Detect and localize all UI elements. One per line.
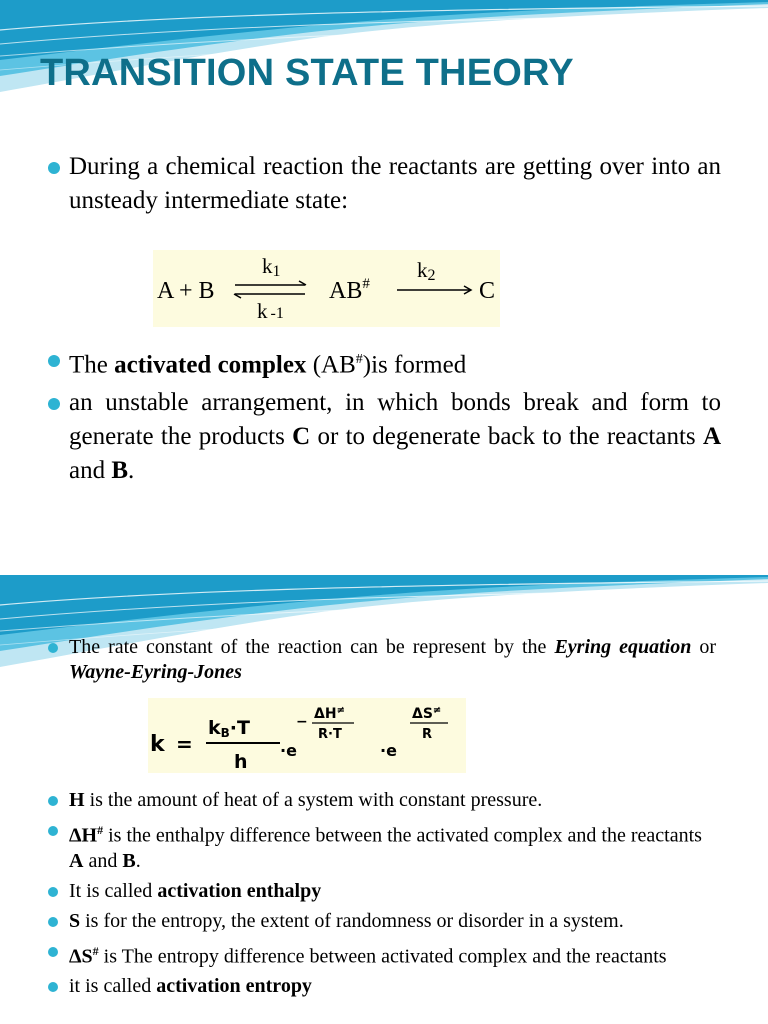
- eyring-equation-svg: [148, 698, 466, 773]
- bullet-entropy-s: S is for the entropy, the extent of randomness or disorder in a system.: [48, 909, 716, 934]
- eq-k1: k1: [262, 254, 281, 280]
- eq-reactants: A + B: [157, 278, 215, 304]
- bullet-enthalpy-h: H is the amount of heat of a system with constant pressure.: [48, 788, 716, 813]
- eyring-exp1-base: ·e: [280, 741, 297, 760]
- eyring-exp1-denominator: R·T: [318, 727, 342, 742]
- eyring-k: k: [150, 732, 165, 757]
- slide-2: [0, 575, 768, 1024]
- bullet-list-complex: [48, 343, 721, 492]
- bullet-activated-complex: The activated complex (AB#)is formed: [48, 343, 721, 382]
- eyring-exp2-numerator: ΔS≠: [412, 705, 442, 722]
- bullet-unstable-arrangement: an unstable arrangement, in which bonds break and form to generate the products C or to degenerate back to the reactants A and B.: [48, 386, 721, 488]
- eq-k-minus-1: k -1: [257, 299, 284, 323]
- bullet-entropy-difference: ΔS# is The entropy difference between activated complex and the reactants: [48, 939, 716, 970]
- eyring-equation: [148, 698, 466, 773]
- slide-gap: [0, 560, 768, 575]
- bullet-reaction-intro: During a chemical reaction the reactants are getting over into an unsteady intermediate state:: [48, 150, 721, 218]
- eyring-exp1-minus: −: [296, 714, 308, 730]
- eq-product: C: [479, 278, 496, 304]
- eq-activated-complex: AB#: [329, 276, 370, 304]
- reaction-equation: [153, 250, 500, 327]
- bullet-enthalpy-difference: ΔH# is the enthalpy difference between the activated complex and the reactants A and B.: [48, 818, 716, 874]
- eyring-exp2-denominator: R: [422, 727, 433, 742]
- bullet-activation-enthalpy: It is called activation enthalpy: [48, 879, 716, 904]
- eyring-denominator: h: [234, 751, 248, 773]
- bullet-rate-constant: The rate constant of the reaction can be represent by the Eyring equation or Wayne-Eyring-Jones: [48, 635, 716, 685]
- eq-k2: k2: [417, 258, 436, 284]
- eyring-numerator: kB·T: [208, 717, 250, 740]
- eyring-equals: =: [176, 732, 193, 756]
- eyring-exp1-numerator: ΔH≠: [314, 705, 345, 722]
- bullet-activation-entropy: it is called activation entropy: [48, 974, 716, 999]
- eyring-exp2-base: ·e: [380, 741, 397, 760]
- bullet-list-definitions: [48, 788, 716, 1004]
- bullet-list-rate: [48, 635, 716, 685]
- bullet-list-intro: [48, 150, 721, 218]
- reaction-equation-svg: [153, 250, 500, 327]
- slide-title: TRANSITION STATE THEORY: [40, 52, 574, 94]
